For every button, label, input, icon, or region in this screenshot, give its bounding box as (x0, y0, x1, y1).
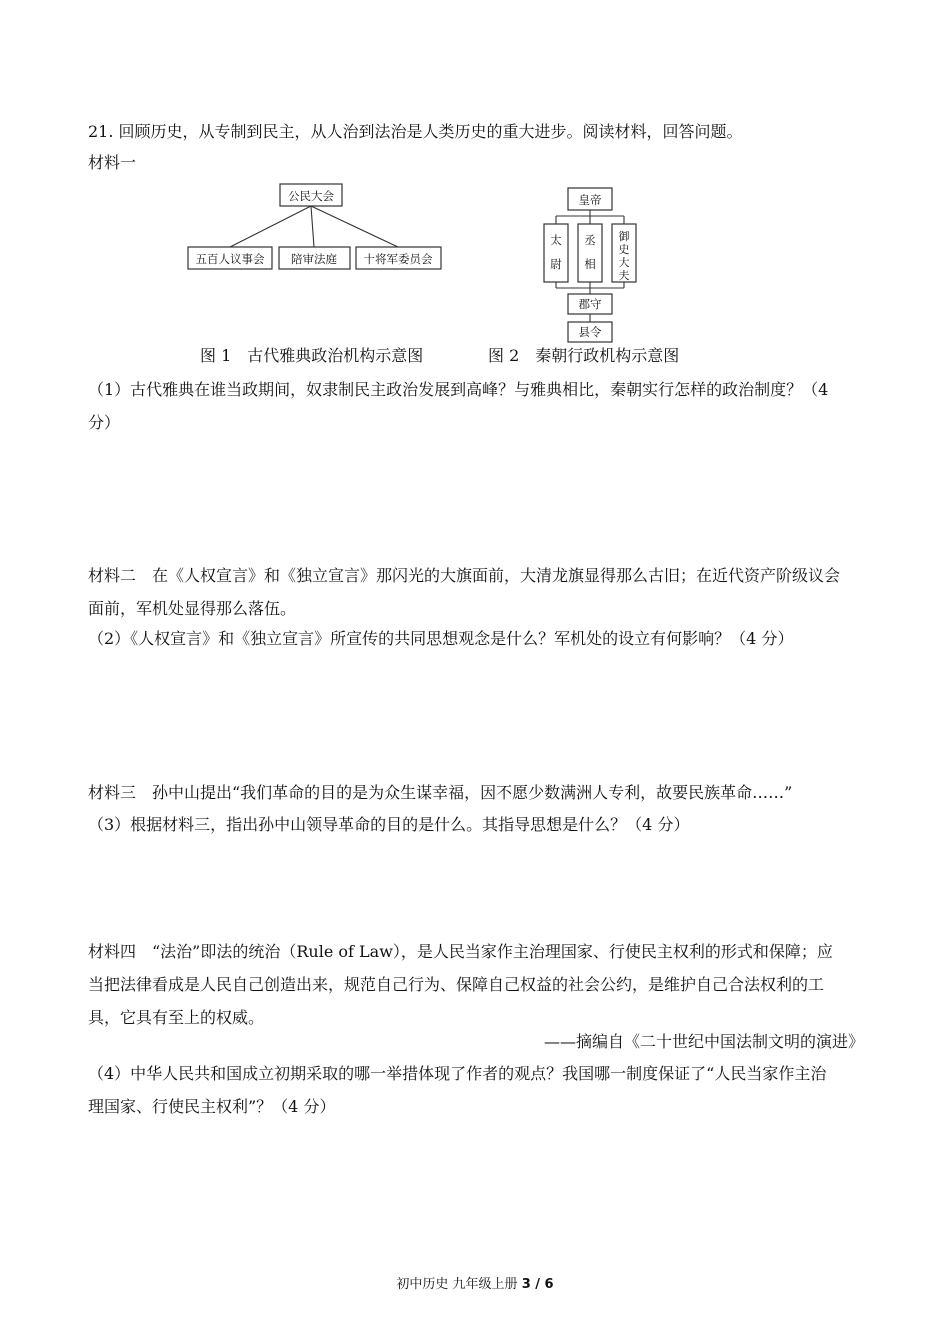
source-citation: ——摘编自《二十世纪中国法制文明的演进》 (543, 1032, 864, 1051)
material-4: 材料四 “法治”即法的统治（Rule of Law），是人民当家作主治理国家、行使民主权利的形式和保障；应 当把法律看成是人民自己创造出来，规范自己行为、保障自己权益的社会公约，是维护自己合法权利的工 具，它具有至上的权威。 (88, 942, 833, 1027)
figure1-caption: 图 1 古代雅典政治机构示意图 (200, 346, 424, 365)
page-number: 3 / 6 (521, 1277, 554, 1292)
question-3: （3）根据材料三，指出孙中山领导革命的目的是什么。其指导思想是什么？（4 分） (88, 815, 690, 834)
material1-label: 材料一 (88, 153, 137, 172)
athens-child-box: 十将军委员会 (363, 252, 433, 266)
athens-child-box: 五百人议事会 (195, 252, 265, 266)
athens-diagram (180, 178, 450, 278)
question-intro: 21. 回顾历史，从专制到民主，从人治到法治是人类历史的重大进步。阅读材料，回答问题。 (88, 122, 743, 141)
qin-official-box: 御史大夫 (618, 230, 630, 282)
question-4: （4）中华人民共和国成立初期采取的哪一举措体现了作者的观点？我国哪一制度保证了“人民当家作主治 理国家、行使民主权利”？（4 分） (88, 1064, 827, 1116)
question-1: （1）古代雅典在谁当政期间，奴隶制民主政治发展到高峰？与雅典相比，秦朝实行怎样的政治制度？（4 分） (88, 380, 829, 432)
qin-top-box: 皇帝 (578, 193, 602, 207)
qin-diagram (540, 184, 650, 344)
question-2: （2）《人权宣言》和《独立宣言》所宣传的共同思想观念是什么？军机处的设立有何影响？（4 分） (88, 629, 794, 648)
material-3: 材料三 孙中山提出“我们革命的目的是为众生谋幸福，因不愿少数满洲人专利，故要民族革命……” (88, 783, 793, 802)
page-footer (0, 1276, 950, 1294)
footer-label: 初中历史 九年级上册 (396, 1277, 522, 1292)
figure2-caption: 图 2 秦朝行政机构示意图 (488, 346, 680, 365)
qin-official-box: 太尉 (550, 233, 562, 271)
athens-child-box: 陪审法庭 (291, 252, 337, 266)
qin-official-box: 丞相 (584, 233, 596, 271)
qin-local-box: 郡守 (578, 297, 602, 311)
qin-local-box: 县令 (578, 325, 602, 339)
athens-top-box: 公民大会 (288, 189, 334, 203)
material-2: 材料二 在《人权宣言》和《独立宣言》那闪光的大旗面前，大清龙旗显得那么古旧；在近代资产阶级议会 面前，军机处显得那么落伍。 (88, 566, 841, 618)
